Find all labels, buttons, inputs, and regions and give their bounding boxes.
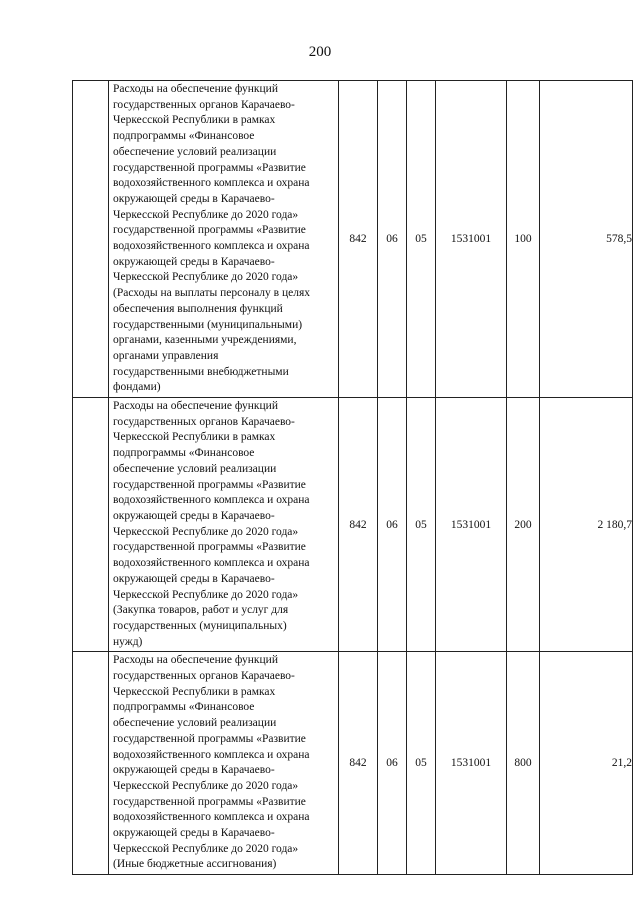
description-line: водохозяйственного комплекса и охрана bbox=[113, 177, 310, 190]
subsection-cell: 05 bbox=[407, 81, 436, 398]
description-line: органами управления bbox=[113, 349, 219, 362]
description-line: государственных (муниципальных) bbox=[113, 619, 287, 632]
description-line: государственной программы «Развитие bbox=[113, 541, 306, 554]
description-line: водохозяйственного комплекса и охрана bbox=[113, 811, 310, 824]
target-article-cell: 1531001 bbox=[436, 652, 507, 875]
description-line: государственной программы «Развитие bbox=[113, 478, 306, 491]
amount-cell: 2 180,7 bbox=[540, 398, 633, 652]
description-line: государственной программы «Развитие bbox=[113, 795, 306, 808]
description-line: обеспечения выполнения функций bbox=[113, 302, 283, 315]
description-line: водохозяйственного комплекса и охрана bbox=[113, 748, 310, 761]
description-line: Черкесской Республики в рамках bbox=[113, 114, 276, 127]
description-line: Расходы на обеспечение функций bbox=[113, 83, 278, 95]
description-line: окружающей среды в Карачаево- bbox=[113, 572, 275, 585]
description-line: Расходы на обеспечение функций bbox=[113, 400, 278, 413]
description-line: государственной программы «Развитие bbox=[113, 224, 306, 237]
description-line: Черкесской Республике до 2020 года» bbox=[113, 588, 299, 601]
description-line: государственной программы «Развитие bbox=[113, 732, 306, 745]
row-number-cell bbox=[73, 652, 109, 875]
description-cell bbox=[109, 398, 339, 652]
description-line: Расходы на обеспечение функций bbox=[113, 654, 278, 667]
subsection-cell: 05 bbox=[407, 652, 436, 875]
description-line: Черкесской Республике до 2020 года» bbox=[113, 525, 299, 538]
expense-type-cell: 800 bbox=[507, 652, 540, 875]
description-cell bbox=[109, 81, 339, 398]
description-text bbox=[109, 652, 338, 874]
ministry-cell: 842 bbox=[339, 652, 378, 875]
description-line: государственных органов Карачаево- bbox=[113, 98, 295, 111]
description-line: окружающей среды в Карачаево- bbox=[113, 509, 275, 522]
section-cell: 06 bbox=[378, 652, 407, 875]
description-line: окружающей среды в Карачаево- bbox=[113, 192, 275, 205]
description-line: окружающей среды в Карачаево- bbox=[113, 827, 275, 840]
description-line: нужд) bbox=[113, 635, 143, 648]
description-line: государственных органов Карачаево- bbox=[113, 670, 295, 683]
description-line: фондами) bbox=[113, 381, 161, 394]
description-text bbox=[109, 398, 338, 651]
description-line: государственными (муниципальными) bbox=[113, 318, 303, 331]
description-line: подпрограммы «Финансовое bbox=[113, 130, 255, 143]
amount-cell: 578,5 bbox=[540, 81, 633, 398]
description-line: Черкесской Республике до 2020 года» bbox=[113, 208, 299, 221]
row-number-cell bbox=[73, 81, 109, 398]
description-line: Черкесской Республики в рамках bbox=[113, 431, 276, 444]
description-line: обеспечение условий реализации bbox=[113, 462, 277, 475]
description-line: Черкесской Республике до 2020 года» bbox=[113, 779, 299, 792]
section-cell: 06 bbox=[378, 81, 407, 398]
expense-type-cell: 100 bbox=[507, 81, 540, 398]
description-line: государственными внебюджетными bbox=[113, 365, 289, 378]
description-line: органами, казенными учреждениями, bbox=[113, 334, 297, 347]
description-line: обеспечение условий реализации bbox=[113, 717, 277, 730]
description-line: подпрограммы «Финансовое bbox=[113, 447, 255, 460]
page-number: 200 bbox=[308, 44, 332, 60]
target-article-cell: 1531001 bbox=[436, 81, 507, 398]
description-line: государственной программы «Развитие bbox=[113, 161, 306, 174]
row-number-cell bbox=[73, 398, 109, 652]
ministry-cell: 842 bbox=[339, 398, 378, 652]
expense-type-cell: 200 bbox=[507, 398, 540, 652]
description-line: подпрограммы «Финансовое bbox=[113, 701, 255, 714]
budget-table bbox=[72, 80, 633, 875]
description-line: водохозяйственного комплекса и охрана bbox=[113, 240, 310, 253]
amount-cell: 21,2 bbox=[540, 652, 633, 875]
description-line: Черкесской Республике до 2020 года» bbox=[113, 842, 299, 855]
description-line: водохозяйственного комплекса и охрана bbox=[113, 494, 310, 507]
description-line: (Расходы на выплаты персоналу в целях bbox=[113, 287, 311, 300]
section-cell: 06 bbox=[378, 398, 407, 652]
table-row bbox=[73, 398, 633, 652]
subsection-cell: 05 bbox=[407, 398, 436, 652]
description-text bbox=[109, 81, 338, 397]
ministry-cell: 842 bbox=[339, 81, 378, 398]
description-line: окружающей среды в Карачаево- bbox=[113, 764, 275, 777]
description-line: Черкесской Республики в рамках bbox=[113, 685, 276, 698]
description-line: обеспечение условий реализации bbox=[113, 145, 277, 158]
table-row bbox=[73, 81, 633, 398]
description-line: (Иные бюджетные ассигнования) bbox=[113, 858, 277, 871]
target-article-cell: 1531001 bbox=[436, 398, 507, 652]
description-line: (Закупка товаров, работ и услуг для bbox=[113, 604, 289, 617]
description-cell bbox=[109, 652, 339, 875]
description-line: Черкесской Республике до 2020 года» bbox=[113, 271, 299, 284]
description-line: окружающей среды в Карачаево- bbox=[113, 255, 275, 268]
description-line: водохозяйственного комплекса и охрана bbox=[113, 557, 310, 570]
table-row bbox=[73, 652, 633, 875]
description-line: государственных органов Карачаево- bbox=[113, 415, 295, 428]
